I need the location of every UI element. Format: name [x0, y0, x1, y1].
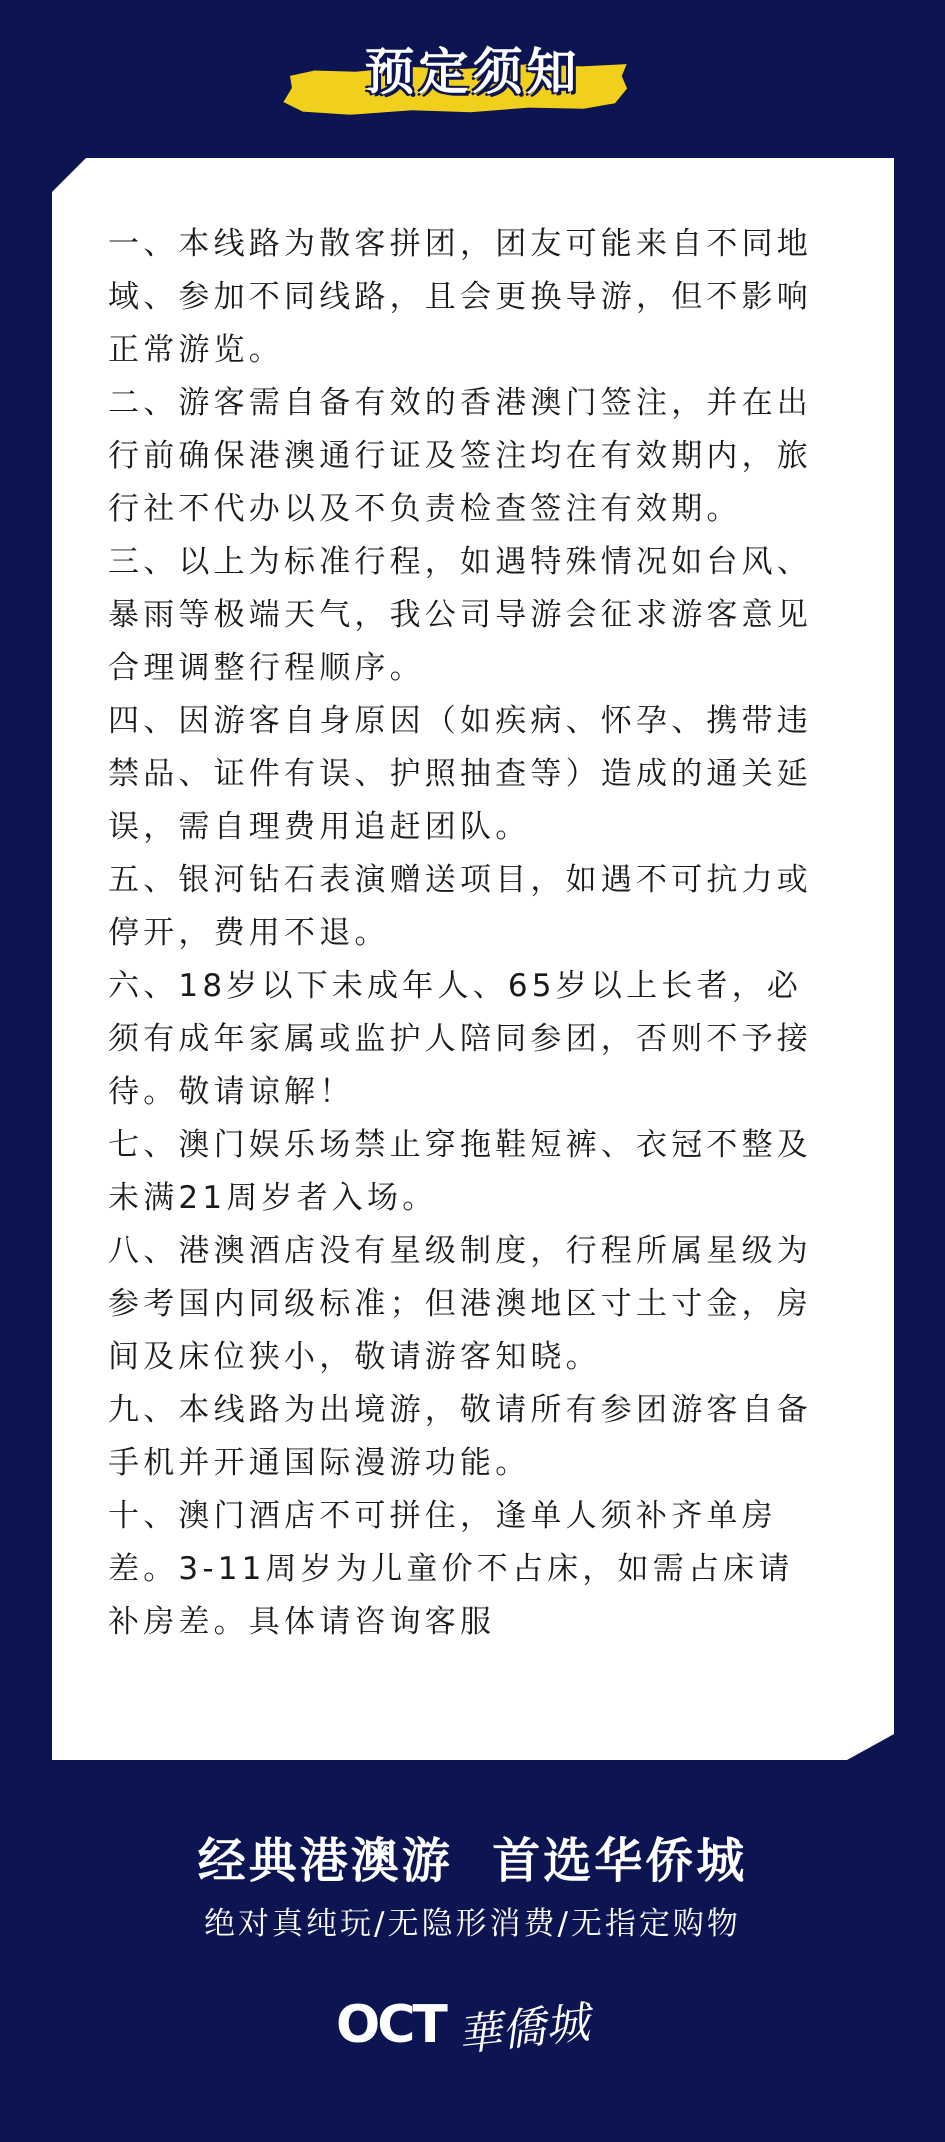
logo-chinese-text: 華僑城 [455, 1997, 592, 2062]
slogan: 经典港澳游 首选华侨城 [197, 1833, 748, 1889]
note-item: 七、澳门娱乐场禁止穿拖鞋短裤、衣冠不整及未满21周岁者入场。 [108, 1127, 812, 1216]
page-title: 预定须知 [364, 43, 581, 101]
header [0, 18, 945, 108]
note-item: 六、18岁以下未成年人、65岁以上长者，必须有成年家属或监护人陪同参团，否则不予接待。敬请谅解！ [108, 968, 812, 1110]
sub-slogan: 绝对真纯玩/无隐形消费/无指定购物 [204, 1906, 741, 1942]
note-item: 四、因游客自身原因（如疾病、怀孕、携带违禁品、证件有误、护照抽查等）造成的通关延误，需自理费用追赶团队。 [108, 703, 812, 845]
notes-list [108, 218, 828, 1649]
note-item: 二、游客需自备有效的香港澳门签注，并在出行前确保港澳通行证及签注均在有效期内，旅行社不代办以及不负责检查签注有效期。 [108, 385, 812, 527]
note-item: 三、以上为标准行程，如遇特殊情况如台风、暴雨等极端天气，我公司导游会征求游客意见合理调整行程顺序。 [108, 544, 812, 686]
note-item: 十、澳门酒店不可拼住，逢单人须补齐单房差。3-11周岁为儿童价不占床，如需占床请补房差。具体请咨询客服 [108, 1498, 794, 1640]
logo-latin-text: OCT [336, 1995, 445, 2055]
note-item: 八、港澳酒店没有星级制度，行程所属星级为参考国内同级标准；但港澳地区寸土寸金，房间及床位狭小，敬请游客知晓。 [108, 1233, 812, 1375]
oct-logo [336, 1985, 636, 2065]
note-item: 九、本线路为出境游，敬请所有参团游客自备手机并开通国际漫游功能。 [108, 1392, 812, 1481]
note-item: 一、本线路为散客拼团，团友可能来自不同地域、参加不同线路，且会更换导游，但不影响正常游览。 [108, 226, 812, 368]
note-item: 五、银河钻石表演赠送项目，如遇不可抗力或停开，费用不退。 [108, 862, 812, 951]
